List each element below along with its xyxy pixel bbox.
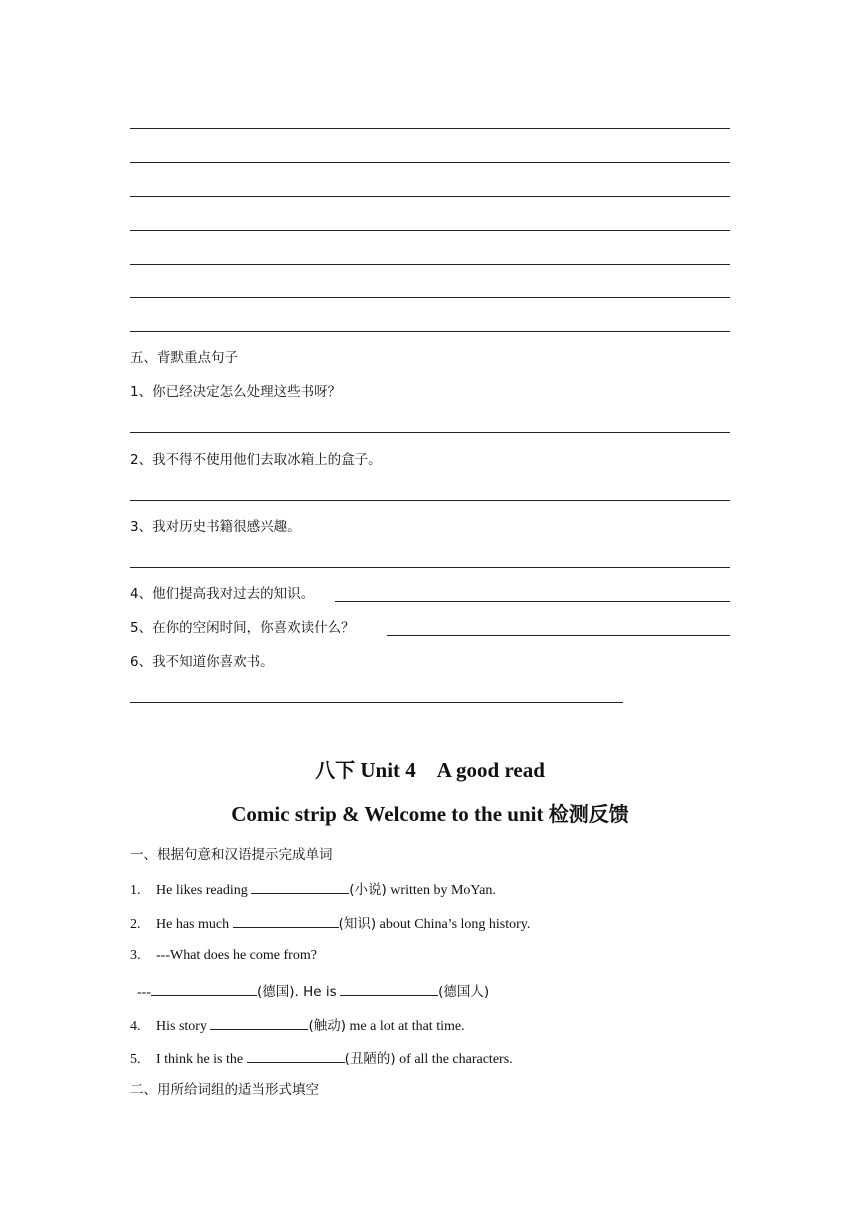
item-text: 我不知道你喜欢书。 [152,654,274,670]
answer-line-3[interactable] [130,567,730,568]
question-1 [130,879,496,900]
grade-label: 八下 [315,758,356,782]
writing-line [130,297,730,298]
question-post: written by MoYan. [390,883,496,898]
section5-heading: 五、背默重点句子 [130,350,238,366]
fill-blank[interactable] [233,913,339,928]
answer-line-2[interactable] [130,500,730,501]
writing-line [130,331,730,332]
lesson-title [0,800,860,828]
writing-line [130,196,730,197]
question-pre: He has much [156,917,230,932]
writing-line [130,264,730,265]
item-number: 3、 [130,519,153,535]
unit-title [0,756,860,784]
question-hint: (德国). He is [257,984,337,1000]
question-hint: (知识) [338,916,377,932]
sentence-item-6 [130,653,274,671]
item-text: 他们提高我对过去的知识。 [152,586,315,602]
answer-line-6[interactable] [130,702,623,703]
sentence-item-2 [130,451,382,469]
item-text: 你已经决定怎么处理这些书呀？ [152,384,342,400]
answer-line-5[interactable] [387,635,730,636]
unit-label: Unit 4 A good read [360,758,545,782]
item-number: 4、 [130,586,153,602]
answer-dash: --- [137,985,151,1000]
answer-line-1[interactable] [130,432,730,433]
question-post: me a lot at that time. [349,1019,465,1034]
sentence-item-1 [130,383,341,401]
writing-line [130,162,730,163]
fill-blank[interactable] [251,879,349,894]
lesson-label: Comic strip & Welcome to the unit [231,802,544,826]
question-3-answer [137,981,489,1002]
item-text: 我不得不使用他们去取冰箱上的盒子。 [152,452,382,468]
item-number: 2、 [130,452,153,468]
fill-blank[interactable] [151,981,257,996]
item-text: 在你的空闲时间，你喜欢读什么？ [152,620,355,636]
question-line1: ---What does he come from? [156,948,317,963]
sentence-item-4 [130,585,314,603]
question-pre: I think he is the [156,1052,244,1067]
part1-heading: 一、根据句意和汉语提示完成单词 [130,847,333,863]
question-pre: He likes reading [156,883,248,898]
question-4 [130,1015,465,1036]
writing-line [130,128,730,129]
writing-line [130,230,730,231]
sentence-item-5 [130,619,355,637]
question-3 [130,947,317,965]
fill-blank[interactable] [340,981,438,996]
item-number: 6、 [130,654,153,670]
question-hint: (丑陋的) [344,1051,396,1067]
question-hint: (触动) [308,1018,346,1034]
question-5 [130,1048,513,1069]
answer-line-4[interactable] [335,601,730,602]
item-number: 5、 [130,620,153,636]
question-2 [130,913,530,934]
question-number: 3. [130,948,141,963]
question-hint: (小说) [349,882,387,898]
item-text: 我对历史书籍很感兴趣。 [152,519,301,535]
question-pre: His story [156,1019,207,1034]
question-hint: (德国人) [438,984,490,1000]
part2-heading: 二、用所给词组的适当形式填空 [130,1082,319,1098]
question-number: 4. [130,1019,141,1034]
question-post: about China’s long history. [379,917,531,932]
question-number: 1. [130,883,141,898]
sentence-item-3 [130,518,301,536]
question-number: 5. [130,1052,141,1067]
feedback-label: 检测反馈 [548,802,629,826]
question-number: 2. [130,917,141,932]
question-post: of all the characters. [399,1052,513,1067]
item-number: 1、 [130,384,153,400]
fill-blank[interactable] [210,1015,308,1030]
fill-blank[interactable] [247,1048,345,1063]
